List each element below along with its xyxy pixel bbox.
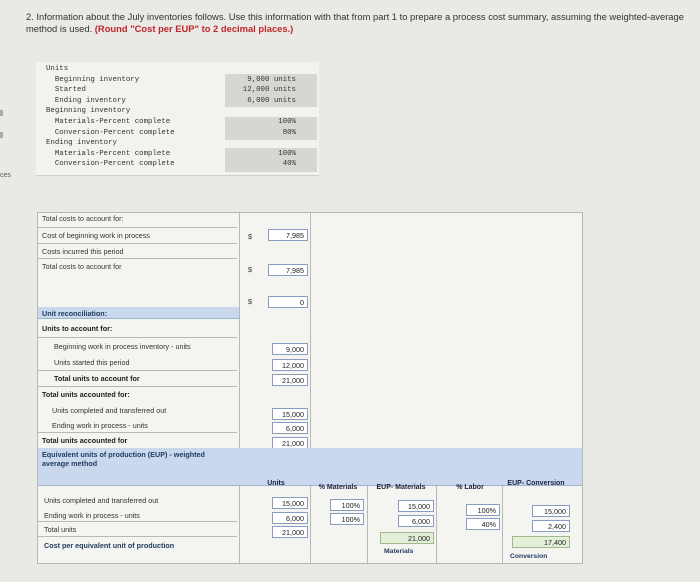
- divider: [37, 337, 237, 338]
- info-row-label: Beginning inventory: [46, 107, 131, 115]
- col-eup-materials-header: EUP- Materials: [376, 484, 426, 491]
- info-row-value: 40%: [282, 160, 296, 168]
- column-divider: [310, 486, 311, 564]
- info-row-value: 80%: [282, 129, 296, 137]
- eup-conversion-completed-input[interactable]: 15,000: [532, 505, 570, 517]
- pct-labor-ending-input[interactable]: 40%: [466, 518, 500, 530]
- cost-row-input[interactable]: 0: [268, 296, 308, 308]
- pct-materials-completed-input[interactable]: 100%: [330, 499, 364, 511]
- divider: [37, 370, 237, 371]
- eup-total-label: Total units: [44, 525, 77, 534]
- info-row-label: Beginning inventory: [46, 76, 140, 84]
- recon-ending-label: Ending work in process - units: [52, 421, 148, 430]
- info-row-value: 12,000 units: [242, 86, 296, 94]
- dollar-sign: $: [248, 297, 252, 306]
- total-units-account-label: Total units to account for: [54, 374, 140, 383]
- materials-footer: Materials: [384, 548, 414, 555]
- beg-wip-cost-label: Cost of beginning work in process: [42, 231, 150, 240]
- divider: [37, 258, 237, 259]
- eup-total-units-input[interactable]: 21,000: [272, 526, 308, 538]
- pct-materials-ending-input[interactable]: 100%: [330, 513, 364, 525]
- total-units-accounted-input[interactable]: 21,000: [272, 437, 308, 449]
- info-row-label: Started: [46, 86, 86, 94]
- column-divider: [436, 486, 437, 564]
- info-row-label: Materials-Percent complete: [46, 150, 171, 158]
- column-divider: [502, 486, 503, 564]
- recon-beg-wip-input[interactable]: 9,000: [272, 343, 308, 355]
- total-cost-label: Total costs to account for: [42, 262, 122, 271]
- eup-ending-units-input[interactable]: 6,000: [272, 512, 308, 524]
- eup-conversion-total-input[interactable]: 17,400: [512, 536, 570, 548]
- total-units-account-input[interactable]: 21,000: [272, 374, 308, 386]
- info-row-label: Conversion-Percent complete: [46, 160, 175, 168]
- info-row-label: Ending inventory: [46, 139, 117, 147]
- col-pct-labor-header: % Labor: [456, 484, 484, 491]
- info-row-label: Materials-Percent complete: [46, 118, 171, 126]
- divider: [37, 432, 237, 433]
- cost-per-eup-label: Cost per equivalent unit of production: [44, 541, 175, 550]
- eup-completed-units-input[interactable]: 15,000: [272, 497, 308, 509]
- info-row-value: 6,000 units: [247, 97, 296, 105]
- divider: [37, 386, 237, 387]
- info-row-value: 100%: [278, 150, 296, 158]
- recon-completed-input[interactable]: 15,000: [272, 408, 308, 420]
- column-divider: [239, 212, 240, 460]
- eup-materials-total-input[interactable]: 21,000: [380, 532, 434, 544]
- info-row-label: Units: [46, 65, 69, 73]
- column-divider: [239, 486, 240, 564]
- question-body: 2. Information about the July inventories follows. Use this information with that from part 1 to prepare a process cost summary, assuming the weighted-average method is used.: [26, 11, 684, 34]
- dollar-sign: $: [248, 232, 252, 241]
- column-divider: [310, 212, 311, 460]
- eup-conversion-ending-input[interactable]: 2,400: [532, 520, 570, 532]
- left-nav-fragment[interactable]: ces: [0, 172, 11, 179]
- col-units-header: Units: [267, 480, 285, 487]
- divider: [37, 521, 237, 522]
- total-units-accounted-label: Total units accounted for: [42, 436, 128, 445]
- incurred-cost-label: Costs incurred this period: [42, 247, 124, 256]
- recon-ending-input[interactable]: 6,000: [272, 422, 308, 434]
- left-edge-mark: [0, 132, 3, 138]
- beg-wip-cost-input[interactable]: 7,985: [268, 229, 308, 241]
- costs-header: Total costs to account for:: [42, 214, 124, 223]
- eup-header: Equivalent units of production (EUP) - weighted average method: [42, 450, 205, 468]
- divider: [37, 536, 237, 537]
- total-cost-input[interactable]: 7,985: [268, 264, 308, 276]
- question-text: [26, 11, 686, 35]
- units-to-account-header: Units to account for:: [42, 324, 113, 333]
- col-pct-materials-header: % Materials: [318, 484, 358, 491]
- recon-started-input[interactable]: 12,000: [272, 359, 308, 371]
- divider: [37, 243, 237, 244]
- eup-row-ending-label: Ending work in process - units: [44, 511, 140, 520]
- column-divider: [367, 486, 368, 564]
- info-row-label: Ending inventory: [46, 97, 126, 105]
- col-eup-conversion-header: EUP- Conversion: [507, 480, 565, 487]
- question-emphasis: (Round "Cost per EUP" to 2 decimal places.): [94, 23, 294, 34]
- info-row-value: 100%: [278, 118, 296, 126]
- conversion-footer: Conversion: [510, 553, 548, 560]
- recon-beg-wip-label: Beginning work in process inventory - units: [54, 342, 191, 351]
- recon-header: Unit reconciliation:: [42, 309, 108, 318]
- left-edge-mark: [0, 110, 3, 116]
- divider: [37, 227, 237, 228]
- info-row-value: 9,000 units: [247, 76, 296, 84]
- eup-materials-ending-input[interactable]: 6,000: [398, 515, 434, 527]
- recon-started-label: Units started this period: [54, 358, 130, 367]
- recon-completed-label: Units completed and transferred out: [52, 406, 167, 415]
- info-row-label: Conversion-Percent complete: [46, 129, 175, 137]
- dollar-sign: $: [248, 265, 252, 274]
- eup-materials-completed-input[interactable]: 15,000: [398, 500, 434, 512]
- pct-labor-completed-input[interactable]: 100%: [466, 504, 500, 516]
- eup-row-completed-label: Units completed and transferred out: [44, 496, 159, 505]
- units-accounted-header: Total units accounted for:: [42, 390, 130, 399]
